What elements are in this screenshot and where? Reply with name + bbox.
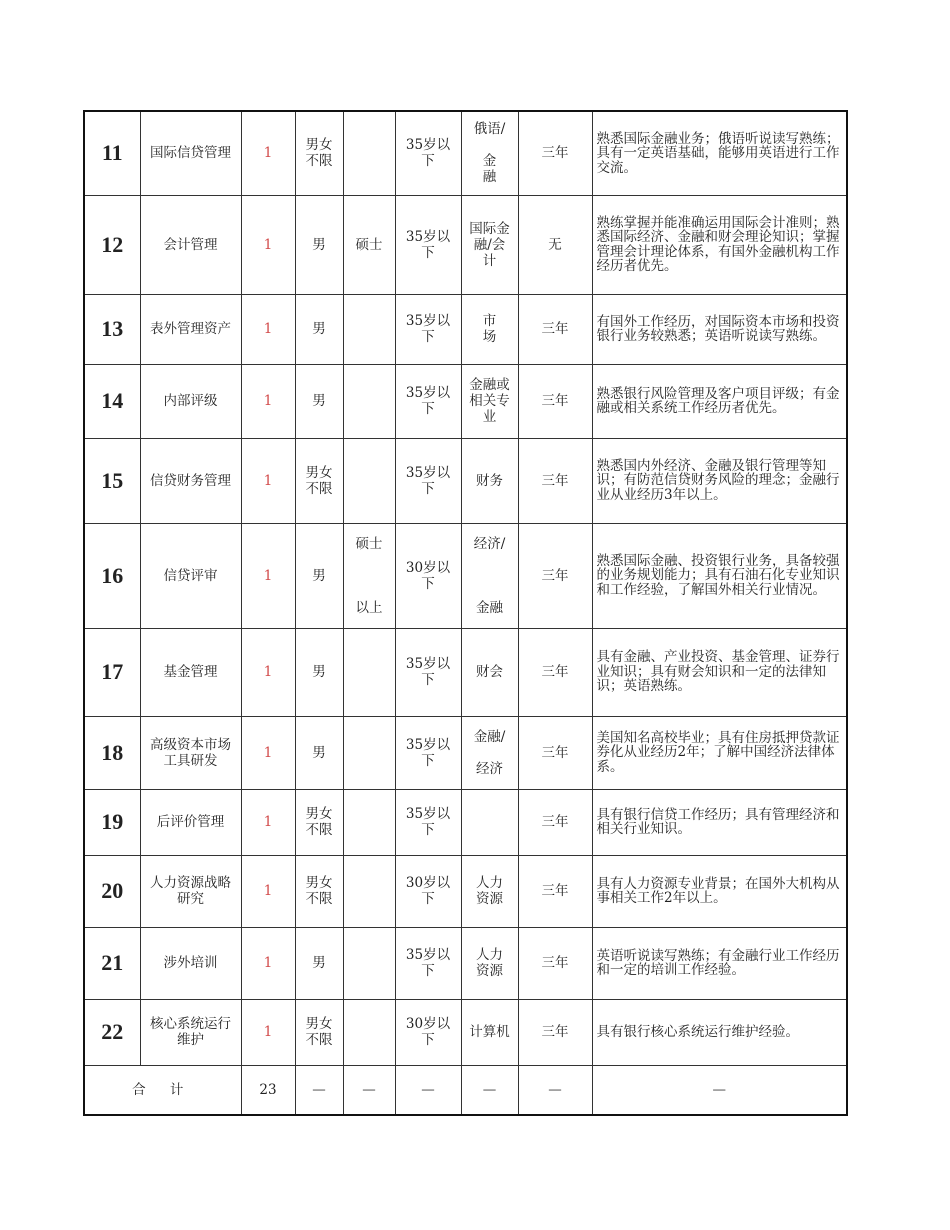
gender-requirement: 男 xyxy=(295,294,343,364)
experience-requirement: 三年 xyxy=(518,789,592,855)
education-requirement: 硕士 以上 xyxy=(343,523,395,628)
major-requirement: 财务 xyxy=(461,438,518,523)
major-requirement: 经济/ 金融 xyxy=(461,523,518,628)
table-row xyxy=(84,999,847,1065)
education-requirement xyxy=(343,789,395,855)
table-row xyxy=(84,438,847,523)
experience-requirement: 三年 xyxy=(518,294,592,364)
headcount: 1 xyxy=(241,438,295,523)
row-number: 11 xyxy=(84,111,140,195)
gender-requirement: 男 xyxy=(295,195,343,294)
recruitment-table-container xyxy=(83,110,846,1116)
total-gender: — xyxy=(295,1065,343,1115)
table-row xyxy=(84,789,847,855)
position-name: 核心系统运行 维护 xyxy=(140,999,241,1065)
row-number: 16 xyxy=(84,523,140,628)
gender-requirement: 男 xyxy=(295,364,343,438)
education-requirement xyxy=(343,438,395,523)
total-count: 23 xyxy=(241,1065,295,1115)
gender-requirement: 男女 不限 xyxy=(295,999,343,1065)
major-requirement: 财会 xyxy=(461,628,518,716)
headcount: 1 xyxy=(241,789,295,855)
age-requirement: 35岁以 下 xyxy=(395,294,461,364)
row-number: 13 xyxy=(84,294,140,364)
education-requirement xyxy=(343,716,395,789)
gender-requirement: 男女 不限 xyxy=(295,855,343,927)
job-requirements: 熟悉银行风险管理及客户项目评级；有金融或相关系统工作经历者优先。 xyxy=(592,364,847,438)
position-name: 高级资本市场 工具研发 xyxy=(140,716,241,789)
experience-requirement: 三年 xyxy=(518,855,592,927)
table-row xyxy=(84,195,847,294)
position-name: 表外管理资产 xyxy=(140,294,241,364)
headcount: 1 xyxy=(241,111,295,195)
education-requirement xyxy=(343,999,395,1065)
row-number: 18 xyxy=(84,716,140,789)
major-requirement: 国际金 融/会 计 xyxy=(461,195,518,294)
headcount: 1 xyxy=(241,195,295,294)
row-number: 21 xyxy=(84,927,140,999)
table-row xyxy=(84,855,847,927)
job-requirements: 具有人力资源专业背景；在国外大机构从事相关工作2年以上。 xyxy=(592,855,847,927)
experience-requirement: 三年 xyxy=(518,438,592,523)
age-requirement: 30岁以 下 xyxy=(395,999,461,1065)
education-requirement xyxy=(343,628,395,716)
education-requirement xyxy=(343,294,395,364)
position-name: 涉外培训 xyxy=(140,927,241,999)
education-requirement xyxy=(343,364,395,438)
headcount: 1 xyxy=(241,999,295,1065)
age-requirement: 35岁以 下 xyxy=(395,716,461,789)
job-requirements: 熟悉国际金融业务；俄语听说读写熟练；具有一定英语基础，能够用英语进行工作交流。 xyxy=(592,111,847,195)
experience-requirement: 三年 xyxy=(518,364,592,438)
headcount: 1 xyxy=(241,628,295,716)
position-name: 人力资源战略 研究 xyxy=(140,855,241,927)
row-number: 15 xyxy=(84,438,140,523)
row-number: 22 xyxy=(84,999,140,1065)
recruitment-table xyxy=(83,110,848,1116)
job-requirements: 熟悉国内外经济、金融及银行管理等知识；有防范信贷财务风险的理念；金融行业从业经历3年以上。 xyxy=(592,438,847,523)
major-requirement: 金融/ 经济 xyxy=(461,716,518,789)
total-age: — xyxy=(395,1065,461,1115)
major-requirement: 人力 资源 xyxy=(461,927,518,999)
table-body xyxy=(84,111,847,1065)
gender-requirement: 男 xyxy=(295,523,343,628)
age-requirement: 35岁以 下 xyxy=(395,628,461,716)
education-requirement xyxy=(343,855,395,927)
gender-requirement: 男女 不限 xyxy=(295,111,343,195)
major-requirement: 俄语/ 金 融 xyxy=(461,111,518,195)
job-requirements: 美国知名高校毕业；具有住房抵押贷款证券化从业经历2年；了解中国经济法律体系。 xyxy=(592,716,847,789)
age-requirement: 35岁以 下 xyxy=(395,364,461,438)
table-row xyxy=(84,294,847,364)
experience-requirement: 三年 xyxy=(518,523,592,628)
major-requirement: 金融或 相关专 业 xyxy=(461,364,518,438)
gender-requirement: 男 xyxy=(295,628,343,716)
job-requirements: 具有银行信贷工作经历；具有管理经济和相关行业知识。 xyxy=(592,789,847,855)
total-requirements: — xyxy=(592,1065,847,1115)
total-major: — xyxy=(461,1065,518,1115)
age-requirement: 35岁以 下 xyxy=(395,789,461,855)
major-requirement: 计算机 xyxy=(461,999,518,1065)
total-education: — xyxy=(343,1065,395,1115)
gender-requirement: 男 xyxy=(295,716,343,789)
major-requirement: 人力 资源 xyxy=(461,855,518,927)
position-name: 会计管理 xyxy=(140,195,241,294)
gender-requirement: 男 xyxy=(295,927,343,999)
experience-requirement: 无 xyxy=(518,195,592,294)
table-row xyxy=(84,927,847,999)
job-requirements: 具有金融、产业投资、基金管理、证券行业知识；具有财会知识和一定的法律知识；英语熟练。 xyxy=(592,628,847,716)
table-row xyxy=(84,111,847,195)
table-row xyxy=(84,628,847,716)
experience-requirement: 三年 xyxy=(518,628,592,716)
headcount: 1 xyxy=(241,523,295,628)
total-row xyxy=(84,1065,847,1115)
gender-requirement: 男女 不限 xyxy=(295,789,343,855)
education-requirement xyxy=(343,111,395,195)
headcount: 1 xyxy=(241,364,295,438)
age-requirement: 35岁以 下 xyxy=(395,438,461,523)
row-number: 12 xyxy=(84,195,140,294)
table-row xyxy=(84,523,847,628)
position-name: 信贷评审 xyxy=(140,523,241,628)
headcount: 1 xyxy=(241,927,295,999)
experience-requirement: 三年 xyxy=(518,716,592,789)
position-name: 后评价管理 xyxy=(140,789,241,855)
row-number: 20 xyxy=(84,855,140,927)
table-row xyxy=(84,716,847,789)
position-name: 内部评级 xyxy=(140,364,241,438)
row-number: 19 xyxy=(84,789,140,855)
headcount: 1 xyxy=(241,294,295,364)
job-requirements: 具有银行核心系统运行维护经验。 xyxy=(592,999,847,1065)
total-experience: — xyxy=(518,1065,592,1115)
table-row xyxy=(84,364,847,438)
headcount: 1 xyxy=(241,716,295,789)
age-requirement: 35岁以 下 xyxy=(395,111,461,195)
job-requirements: 熟悉国际金融、投资银行业务，具备较强的业务规划能力；具有石油石化专业知识和工作经验，了解国外相关行业情况。 xyxy=(592,523,847,628)
position-name: 信贷财务管理 xyxy=(140,438,241,523)
experience-requirement: 三年 xyxy=(518,999,592,1065)
major-requirement xyxy=(461,789,518,855)
age-requirement: 30岁以 下 xyxy=(395,523,461,628)
position-name: 基金管理 xyxy=(140,628,241,716)
experience-requirement: 三年 xyxy=(518,111,592,195)
job-requirements: 有国外工作经历，对国际资本市场和投资银行业务较熟悉；英语听说读写熟练。 xyxy=(592,294,847,364)
education-requirement: 硕士 xyxy=(343,195,395,294)
row-number: 14 xyxy=(84,364,140,438)
job-requirements: 熟练掌握并能准确运用国际会计准则；熟悉国际经济、金融和财会理论知识；掌握管理会计理论体系，有国外金融机构工作经历者优先。 xyxy=(592,195,847,294)
position-name: 国际信贷管理 xyxy=(140,111,241,195)
job-requirements: 英语听说读写熟练；有金融行业工作经历和一定的培训工作经验。 xyxy=(592,927,847,999)
experience-requirement: 三年 xyxy=(518,927,592,999)
headcount: 1 xyxy=(241,855,295,927)
major-requirement: 市 场 xyxy=(461,294,518,364)
age-requirement: 30岁以 下 xyxy=(395,855,461,927)
education-requirement xyxy=(343,927,395,999)
gender-requirement: 男女 不限 xyxy=(295,438,343,523)
age-requirement: 35岁以 下 xyxy=(395,195,461,294)
row-number: 17 xyxy=(84,628,140,716)
total-label: 合 计 xyxy=(84,1065,241,1115)
age-requirement: 35岁以 下 xyxy=(395,927,461,999)
